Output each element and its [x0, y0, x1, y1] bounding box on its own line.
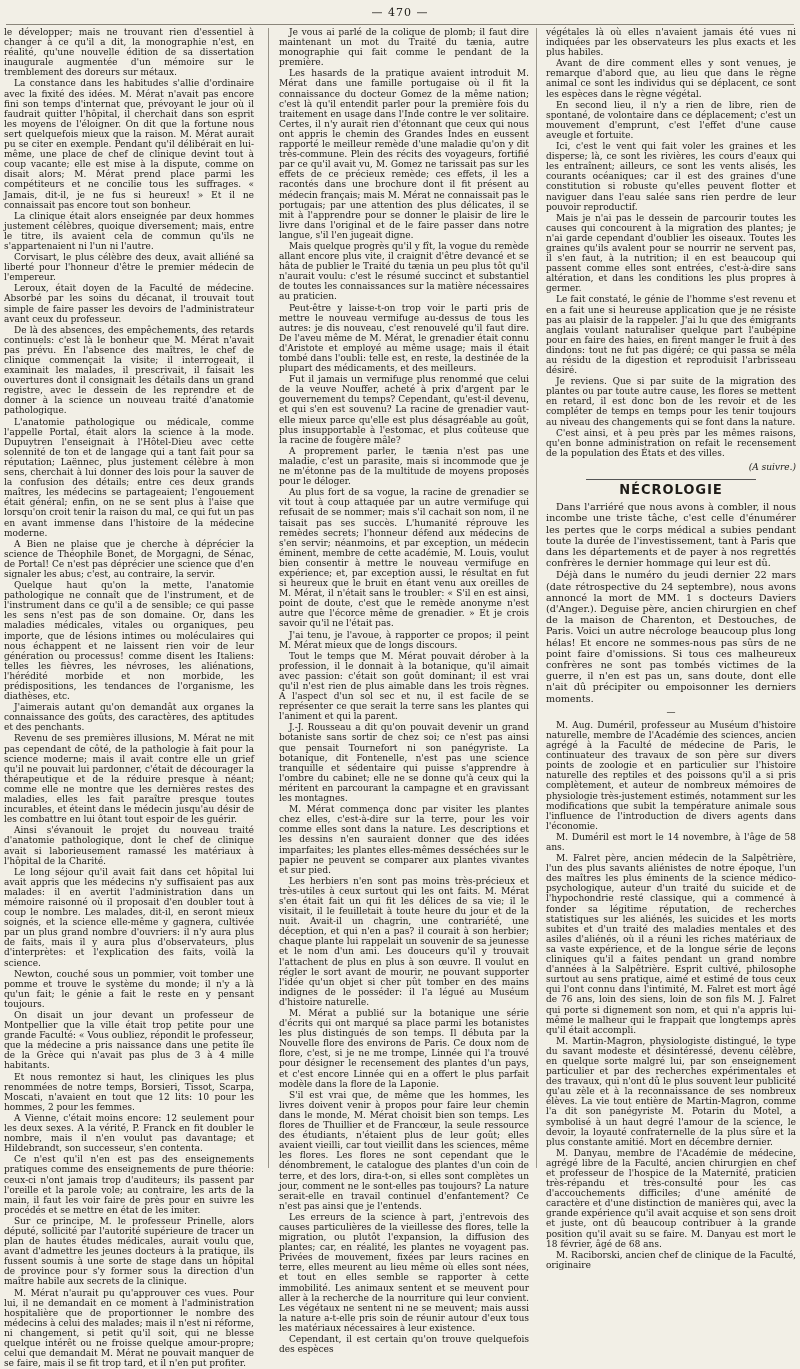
- paragraph: C'est ainsi, et à peu près par les mêmes raisons, qu'en bonne administration on refait le recensement de la population des États et des villes.: [546, 428, 796, 459]
- column-2: [279, 28, 529, 1356]
- paragraph: Peut-être y laisse-t-on trop voir le parti pris de mettre le nouveau vermifuge au-dessus de tous les autres: je dis nouveau, c'est renouvelé qu'il faut dire. De l'aveu même de M. Mérat, le grenadier était connu d'Aristote et employé au même usage; mais il était tombé dans l'oubli: telle est, en reste, la destinée de la plupart des médicaments, et des meilleurs.: [279, 303, 529, 375]
- section-heading-necrologie: NÉCROLOGIE: [619, 483, 723, 499]
- obituary-entry: M. Martin-Magron, physiologiste distingué, le type du savant modeste et désintéressé, devenu célèbre, en quelque sorte malgré lui, par son enseignement particulier et par des recherches expérimentales et des travaux, qui n'ont dû le plus souvent leur publicité qu'au zèle et à la reconnaissance de ses nombreux élèves. La vie tout entière de Martin-Magron, comme l'a dit son panégyriste M. Potarin du Motel, a symbolisé à un haut degré l'amour de la science, le devoir, la loyauté confraternelle de la plus sûre et la plus constante amitié. Mort en décembre dernier.: [546, 1036, 796, 1148]
- paragraph: J'ai tenu, je l'avoue, à rapporter ce propos; il peint M. Mérat mieux que de longs discours.: [279, 630, 529, 651]
- paragraph: végétales là où elles n'avaient jamais été vues ni indiquées par les observateurs les plus exacts et les plus habiles.: [546, 28, 796, 59]
- obituary-entry: M. Duméril est mort le 14 novembre, à l'âge de 58 ans.: [546, 832, 796, 853]
- paragraph: J'aimerais autant qu'on demandât aux organes la connaissance des goûts, des caractères, des aptitudes et des penchants.: [4, 703, 254, 734]
- paragraph: Les erreurs de la science à part, j'entrevois des causes particulières de la vieillesse des flores, telle la migration, ou plutôt l'expansion, la diffusion des plantes; car, en réalité, les plantes ne voyagent pas. Privées de mouvement, fixées par leurs racines en terre, elles meurent au lieu même où elles sont nées, et tout en elles semble se rapporter à cette immobilité. Les animaux sentent et se meuvent pour aller à la recherche de la nourriture qui leur convient. Les végétaux ne sentent ni ne se meuvent; mais aussi la nature a-t-elle pris soin de réunir autour d'eux tous les matériaux nécessaires à leur existence.: [279, 1212, 529, 1334]
- column-divider: [268, 28, 269, 1168]
- paragraph: Et nous remontez si haut, les cliniques les plus renommées de notre temps, Borsieri, Tissot, Scarpa, Moscati, n'avaient en tout que 12 lits: 10 pour les hommes, 2 pour les femmes.: [4, 1072, 254, 1113]
- paragraph: L'anatomie pathologique ou médicale, comme l'appelle Portal, était alors la science à la mode. Dupuytren l'enseignait à l'Hôtel-Dieu avec cette solennité de ton et de langage qui a tant fait pour sa réputation; Laënnec, plus justement célèbre à mon sens, cherchait à lui donner des lois pour la sauver de la confusion des détails; entre ces deux grands maîtres, les médecins se partageaient; l'engouement était général; enfin, on ne se sent plus à l'aise que lorsqu'on croit tenir la raison du mal, ce qui fut un pas en avant immense dans l'histoire de la médecine moderne.: [4, 417, 254, 539]
- paragraph: Mais je n'ai pas le dessein de parcourir toutes les causes qui concourent à la migration des plantes; je n'ai garde cependant d'oublier les oiseaux. Toutes les graines qu'ils avalent pour se nourrir ne servent pas, il s'en faut, à la nutrition; il en est beaucoup qui passent comme elles sont entrées, c'est-à-dire sans altération, et dans les conditions les plus propres à germer.: [546, 213, 796, 295]
- paragraph: Cependant, il est certain qu'on trouve quelquefois des espèces: [279, 1335, 529, 1356]
- paragraph: Les hasards de la pratique avaient introduit M. Mérat dans une famille portugaise où il fit la connaissance du docteur Gomez de la même nation; c'est là qu'il entendit parler pour la première fois du traitement en usage dans l'Inde contre le ver solitaire. Certes, il n'y aurait rien d'étonnant que ceux qui nous ont appris le chemin des Grandes Indes en eussent rapporté le meilleur remède d'une maladie qu'on y dit très-commune. Plein des récits des voyageurs, fortifié par ce qu'il avait vu, M. Gomez ne tarissait pas sur les effets de ce précieux remède; ces effets, il les a racontés dans une brochure dont il fit présent au médecin français; mais M. Mérat ne connaissait pas le portugais; par une attention des plus délicates, il se mit à l'apprendre pour se donner le plaisir de lire le livre dans l'original et de le faire passer dans notre langue, s'il l'en jugeait digne.: [279, 69, 529, 241]
- paragraph: M. Mérat n'aurait pu qu'approuver ces vues. Pour lui, il ne demandait en ce moment à l'administration hospitalière que de proportionner le nombre des médecins à celui des malades; mais il n'est ni réforme, ni changement, si petit qu'il soit, qui ne blesse quelque intérêt ou ne froisse quelque amour-propre; celui que demandait M. Mérat ne pouvait manquer de se faire, mais il se fit trop tard, et il n'en put profiter.: [4, 1288, 254, 1369]
- necrologie-intro: [546, 502, 796, 705]
- paragraph: La clinique était alors enseignée par deux hommes justement célèbres, quoique diversement; mais, entre le titre, ils avaient cela de commun qu'ils ne s'appartenaient ni l'un ni l'autre.: [4, 211, 254, 252]
- paragraph: Fut il jamais un vermifuge plus renommé que celui de la veuve Nouffer, acheté à prix d'argent par le gouvernement du temps? Cependant, qu'est-il devenu, et qui s'en est souvenu? La racine de grenadier vaut-elle mieux parce qu'elle est plus désagréable au goût, plus insupportable à l'estomac, et plus coûteuse que la racine de fougère mâle?: [279, 375, 529, 446]
- paragraph: Mais quelque progrès qu'il y fît, la vogue du remède allant encore plus vite, il craignit d'être devancé et se hâta de publier le Traité du tænia un peu plus tôt qu'il n'aurait voulu: c'est le résumé succinct et substantiel de toutes les connaissances sur la matière nécessaires au praticien.: [279, 241, 529, 303]
- section-separator: [586, 479, 756, 480]
- to-be-continued: (A suivre.): [748, 462, 796, 473]
- paragraph: J.-J. Rousseau a dit qu'on pouvait devenir un grand botaniste sans sortir de chez soi; ce n'est pas ainsi que pensait Tournefort ni son panégyriste. La botanique, dit Fontenelle, n'est pas une science tranquille et sédentaire qui puisse s'apprendre à l'ombre du cabinet; elle ne se donne qu'à ceux qui la méritent en parcourant la campagne et en gravissant les montagnes.: [279, 723, 529, 805]
- paragraph: A proprement parler, le tænia n'est pas une maladie, c'est un parasite, mais si incommode que je ne m'étonne pas de la multitude de moyens proposés pour le déloger.: [279, 446, 529, 488]
- paragraph: Corvisart, le plus célèbre des deux, avait alliéné sa liberté pour l'honneur d'être le premier médecin de l'empereur.: [4, 253, 254, 284]
- paragraph: Sur ce principe, M. le professeur Prinelle, alors député, sollicité par l'autorité supérieure de tracer un plan de hautes études médicales, aurait voulu que, avant d'admettre les jeunes docteurs à la pratique, ils fussent soumis à une sorte de stage dans un hôpital de province pour s'y former sous la direction d'un maître habile aux secrets de la clinique.: [4, 1216, 254, 1288]
- obituary-entry: M. Falret père, ancien médecin de la Salpêtrière, l'un des plus savants aliénistes de notre époque, l'un des maîtres les plus éminents de la science médico-psychologique, auteur d'un traité du suicide et de l'hypochondrie resté classique, qui a commencé à fonder sa légitime réputation, de recherches statistiques sur les aliénés, les suicides et les morts subites et d'un traité des maladies mentales et des asiles d'aliénés, où il a réuni les riches matériaux de sa vaste expérience, et de la longue série de leçons cliniques qu'il a faites pendant un grand nombre d'années à la Salpêtrière. Esprit cultivé, philosophe surtout au sens pratique, aimé et estimé de tous ceux qui l'ont connu dans l'intimité, M. Falret est mort âgé de 76 ans, loin des siens, loin de son fils M. J. Falret qui porte si dignement son nom, et qui n'a appris lui-même le malheur qui le frappait que longtemps après qu'il était accompli.: [546, 854, 796, 1036]
- paragraph: Ce n'est qu'il n'en est pas des enseignements pratiques comme des enseignements de pure théorie: ceux-ci n'ont jamais trop d'auditeurs; ils passent par l'oreille et la parole vole; au contraire, les arts de la main, il faut les voir faire de près pour en suivre les procédés et se mettre en état de les imiter.: [4, 1155, 254, 1216]
- paragraph: Newton, couché sous un pommier, voit tomber une pomme et trouve le système du monde; il n'y a là qu'un fait; le génie a fait le reste en y pensant toujours.: [4, 969, 254, 1010]
- paragraph: La constance dans les habitudes s'allie d'ordinaire avec la fixité des idées. M. Mérat n'avait pas encore fini son temps d'internat que, prévoyant le jour où il faudrait quitter l'hôpital, il cherchait dans son esprit les moyens de l'éloigner. On dit que la fortune nous sert quelquefois mieux que la raison. M. Mérat aurait pu se citer en exemple. Pendant qu'il délibérait en lui-même, une place de chef de clinique devint tout à coup vacante; elle est mise à la dispute, comme on disait alors; M. Mérat prend place parmi les compétiteurs et ne concilie tous les suffrages. « Jamais, dit-il, je ne fus si heureux! » Et il ne connaissait pas encore tout son bonheur.: [4, 79, 254, 211]
- paragraph: On disait un jour devant un professeur de Montpellier que la ville était trop petite pour une grande Faculté: « Vous oubliez, répondit le professeur, que la médecine a pris naissance dans une petite île de la Grèce qui n'avait pas plus de 3 à 4 mille habitants.: [4, 1011, 254, 1072]
- paragraph: Quelque haut qu'on la mette, l'anatomie pathologique ne connaît que de l'instrument, et de l'instrument dans ce qu'il a de sensible; ce qui passe les sens n'est pas de son domaine. Or, dans les maladies médicales, vitales ou organiques, peu importe, que de lésions intimes ou moléculaires qui nous échappent et ne laissent rien voir de leur génération ou processus! comme disent les Italiens: telles les fièvres, les névroses, les aliénations, l'hérédité morbide et non morbide, les prédispositions, les tendances de l'organisme, les diathèses, etc.: [4, 581, 254, 703]
- paragraph: Le fait constaté, le génie de l'homme s'est revenu et en a fait une si heureuse application que je ne résiste pas au plaisir de la rappeler. J'ai lu que des émigrants anglais voulant naturaliser quelque part l'aubépine pour en faire des haies, en firent manger le fruit à des dindons: tout ne fut pas digéré; ce qui passa se mêla au résidu de la digestion et reproduisit l'arbrisseau désiré.: [546, 295, 796, 377]
- paragraph: Ici, c'est le vent qui fait voler les graines et les disperse; là, ce sont les rivières, les cours d'eaux qui les entraînent; ailleurs, ce sont les vents alisés, les courants océaniques; car il est des graines d'une constitution si robuste qu'elles peuvent flotter et naviguer dans l'eau salée sans rien perdre de leur pouvoir reproductif.: [546, 142, 796, 213]
- page-number: — 470 —: [371, 6, 429, 19]
- obituary-entry: M. Aug. Duméril, professeur au Muséum d'histoire naturelle, membre de l'Académie des sciences, ancien agrégé à la Faculté de médecine de Paris, le continuateur des travaux de son père sur divers points de zoologie et en particulier sur l'histoire naturelle des reptiles et des poissons qu'il a si pris complètement, et auteur de nombreux mémoires de physiologie très-justement estimés, notamment sur les modifications que subit la température animale sous l'influence de l'introduction de divers agents dans l'économie.: [546, 720, 796, 832]
- paragraph: M. Mérat commença donc par visiter les plantes chez elles, c'est-à-dire sur la terre, pour les voir comme elles sont dans la nature. Les descriptions et les dessins n'en sauraient donner que des idées imparfaites; les plantes elles-mêmes desséchées sur le papier ne peuvent se comparer aux plantes vivantes et sur pied.: [279, 805, 529, 876]
- paragraph: Déjà dans le numéro du jeudi dernier 22 mars (date rétrospective du 24 septembre), nous avons annoncé la mort de MM. 1 s docteurs Daviers (d'Anger.). Deguise père, ancien chirurgien en chef de la maison de Charenton, et Destouches, de Paris. Voici un autre nécrologe beaucoup plus long hélas! Et encore ne sommes-nous pas sûrs de ne point faire d'omissions. Si tous ces malheureux confrères ne sont pas tombés victimes de la guerre, il n'en est pas un, sans doute, dont elle n'ait dû précipiter ou empoisonner les derniers moments.: [546, 570, 796, 705]
- obituary-entry: M. Danyau, membre de l'Académie de médecine, agrégé libre de la Faculté, ancien chirurgien en chef et professeur de l'hospice de la Maternité, praticien très-répandu et très-consulté pour les cas d'accouchements difficiles; d'une aménité de caractère et d'une distinction de manières qui, avec la grande expérience qu'il avait acquise et son sens droit et juste, ont dû beaucoup contribuer à la grande position qu'il avait su se faire. M. Danyau est mort le 18 février, âgé de 68 ans.: [546, 1148, 796, 1250]
- paragraph: Leroux, était doyen de la Faculté de médecine. Absorbé par les soins du décanat, il trouvait tout simple de faire passer les devoirs de l'administrateur avant ceux du professeur.: [4, 284, 254, 325]
- paragraph: En second lieu, il n'y a rien de libre, rien de spontané, de volontaire dans ce déplacement; c'est un mouvement d'emprunt, c'est l'effet d'une cause aveugle et fortuite.: [546, 100, 796, 141]
- top-rule: [6, 24, 794, 25]
- column-1: [4, 28, 254, 1369]
- paragraph: M. Mérat a publié sur la botanique une série d'écrits qui ont marqué sa place parmi les botanistes les plus distingués de son temps. Il débuta par la Nouvelle flore des environs de Paris. Ce doux nom de flore, c'est, si je ne me trompe, Linnée qui l'a trouvé pour désigner le recensement des plantes d'un pays, et c'est encore Linnée qui en a offert le plus parfait modèle dans la flore de la Laponie.: [279, 1009, 529, 1090]
- paragraph: Revenu de ses premières illusions, M. Mérat ne mit pas cependant de côté, de la pathologie à fait pour la science moderne; mais il avait contre elle un grief qu'il ne pouvait lui pardonner, c'était de décourager la thérapeutique et de la réduire presque à néant; comme elle ne montre que les dernières restes des maladies, elles les fait paraître presque toutes incurables, et éteint dans le médecin jusqu'au désir de les combattre en lui ôtant tout espoir de les guérir.: [4, 734, 254, 826]
- column-divider: [536, 28, 537, 1168]
- paragraph: Je vous ai parlé de la colique de plomb; il faut dire maintenant un mot du Traité du tænia, autre monographie qui fait comme le pendant de la première.: [279, 28, 529, 69]
- paragraph: Ainsi s'évanouit le projet du nouveau traité d'anatomie pathologique, dont le chef de clinique avait si laborieusement ramassé les matériaux à l'hôpital de la Charité.: [4, 826, 254, 867]
- paragraph: Au plus fort de sa vogue, la racine de grenadier se vit tout à coup attaquée par un autre vermifuge qui refusait de se nommer; mais s'il cachait son nom, il ne taisait pas ses succès. L'humanité réprouve les remèdes secrets; l'honneur défend aux médecins de s'en servir; néanmoins, et par exception, un médecin éminent, membre de cette académie, M. Louis, voulut bien consentir à mettre le nouveau vermifuge en expérience; et, par exception aussi, le résultat en fut si heureux que le bruit en étant venu aux oreilles de M. Mérat, il n'était sans le troubler: « S'il en est ainsi, point de doute, c'est que le remède anonyme n'est autre que l'écorce même de grenadier. » Et je crois savoir qu'il ne l'était pas.: [279, 488, 529, 630]
- paragraph: S'il est vrai que, de même que les hommes, les livres doivent venir à propos pour faire leur chemin dans le monde, M. Mérat choisit bien son temps. Les flores de Thuillier et de Francœur, la seule ressource des étudiants, n'étaient plus de leur goût; elles avaient vieilli, car tout vieillit dans les sciences, même les flores. Les flores ne sont cependant que le dénombrement, le catalogue des plantes d'un coin de terre, et des lors, dira-t-on, si elles sont complètes un jour, comment ne le sont-elles pas toujours? La nature serait-elle en travail continuel d'enfantement? Ce n'est pas ainsi que je l'entends.: [279, 1090, 529, 1212]
- paragraph: Le long séjour qu'il avait fait dans cet hôpital lui avait appris que les médecins n'y suffisaient pas aux malades: il en avertit l'administration dans un mémoire raisonné où il proposait d'en doubler tout à coup le nombre. Les malades, dit-il, en seront mieux soignés, et la science elle-même y gagnera, cultivée par un plus grand nombre d'ouvriers: il n'y aura plus de faits, mais il y aura plus d'observateurs, plus d'interprètes: et l'explication des faits, voilà la science.: [4, 867, 254, 969]
- paragraph: Les herbiers n'en sont pas moins très-précieux et très-utiles à ceux surtout qui les ont faits. M. Mérat s'en était fait un qui fit les délices de sa vie; il le visitait, il le feuilletait à toute heure du jour et de la nuit. Avait-il un chagrin, une contrariété, une déception, et qui n'en a pas? il courait à son herbier; chaque plante lui rappelait un souvenir de sa jeunesse et le nom d'un ami. Les douceurs qu'il y trouvait l'attachent de plus en plus à son œuvre. Il voulut en régler le sort avant de mourir, ne pouvant supporter l'idée qu'un objet si cher pût tomber en des mains indignes de le posséder: il l'a légué au Muséum d'histoire naturelle.: [279, 876, 529, 1008]
- paragraph: A Vienne, c'était moins encore: 12 seulement pour les deux sexes. A la vérité, P. Franck en fit doubler le nombre, mais il n'en voulut pas davantage; et Hildebrandt, son successeur, s'en contenta.: [4, 1113, 254, 1155]
- paragraph: Tout le temps que M. Mérat pouvait dérober à la profession, il le donnait à la botanique, qu'il aimait avec passion: c'était son goût dominant; il est vrai qu'il n'est rien de plus aimable dans les trois règnes. A l'aspect d'un sol sec et nu, il est facile de se représenter ce que serait la terre sans les plantes qui l'animent et qui la parent.: [279, 651, 529, 723]
- column-3: [546, 28, 796, 1271]
- paragraph: Dans l'arriéré que nous avons à combler, il nous incombe une triste tâche, c'est celle d'énumérer les pertes que le corps médical a subies pendant toute la durée de l'investissement, tant à Paris que dans les départements et de payer à nos regrettés confrères le dernier hommage qui leur est dû.: [546, 502, 796, 570]
- divider-dash: —: [666, 707, 676, 718]
- paragraph: le développer; mais ne trouvant rien d'essentiel à changer à ce qu'il a dit, la monographie n'est, en réalité, qu'une nouvelle édition de sa dissertation inaugurale augmentée d'un mémoire sur le tremblement des doreurs sur métaux.: [4, 28, 254, 79]
- paragraph: De là des absences, des empêchements, des retards continuels: c'est là le bonheur que M. Mérat n'avait pas prévu. En l'absence des maîtres, le chef de clinique commençait la visite; il interrogeait, il examinait les malades, il prescrivait, il faisait les ouvertures dont il consignait les détails dans un grand registre, avec le dessein de les reprendre et de donner à la science un nouveau traité d'anatomie pathologique.: [4, 325, 254, 417]
- obituary-entry: M. Raciborski, ancien chef de clinique de la Faculté, originaire: [546, 1250, 796, 1271]
- paragraph: Je reviens. Que si par suite de la migration des plantes ou par toute autre cause, les flores se mettent en retard, il est donc bon de les revoir et de les compléter de temps en temps pour les tenir toujours au niveau des changements qui se font dans la nature.: [546, 377, 796, 428]
- paragraph: Avant de dire comment elles y sont venues, je remarque d'abord que, au lieu que dans le règne animal ce sont les individus qui se déplacent, ce sont les espèces dans le règne végétal.: [546, 59, 796, 100]
- paragraph: A Bien ne plaise que je cherche à déprécier la science de Théophile Bonet, de Morgagni, de Sénac, de Portal! Ce n'est pas déprécier une science que d'en signaler les abus; c'est, au contraire, la servir.: [4, 539, 254, 580]
